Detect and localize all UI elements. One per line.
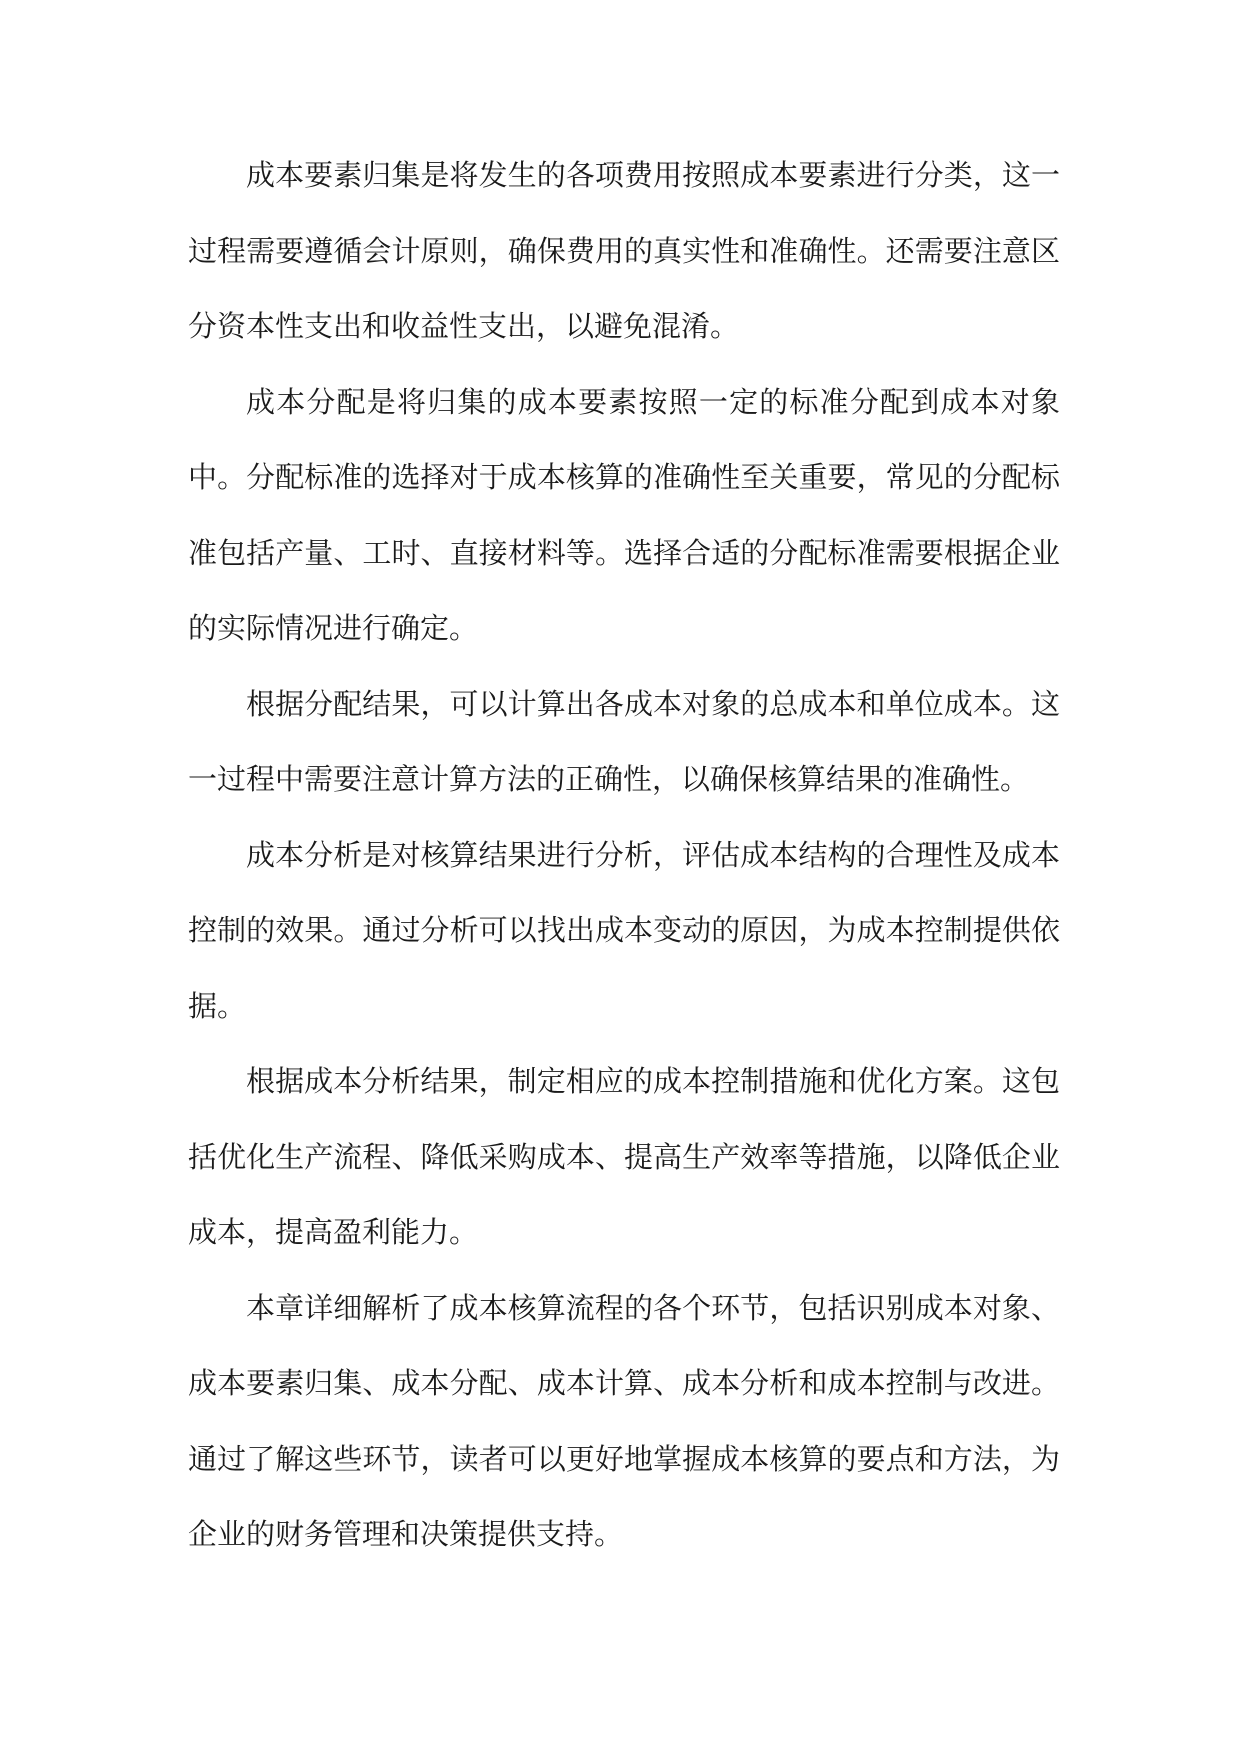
paragraph-cost-element-collection: 成本要素归集是将发生的各项费用按照成本要素进行分类，这一过程需要遵循会计原则，确保费用的真实性和准确性。还需要注意区分资本性支出和收益性支出，以避免混淆。 <box>188 158 1060 343</box>
paragraph-cost-control: 根据成本分析结果，制定相应的成本控制措施和优化方案。这包括优化生产流程、降低采购成本、提高生产效率等措施，以降低企业成本，提高盈利能力。 <box>188 1064 1060 1249</box>
paragraph-chapter-summary: 本章详细解析了成本核算流程的各个环节，包括识别成本对象、成本要素归集、成本分配、成本计算、成本分析和成本控制与改进。通过了解这些环节，读者可以更好地掌握成本核算的要点和方法，为企业的财务管理和决策提供支持。 <box>188 1290 1060 1551</box>
paragraph-cost-calculation: 根据分配结果，可以计算出各成本对象的总成本和单位成本。这一过程中需要注意计算方法的正确性，以确保核算结果的准确性。 <box>188 686 1060 796</box>
paragraph-cost-allocation: 成本分配是将归集的成本要素按照一定的标准分配到成本对象中。分配标准的选择对于成本核算的准确性至关重要，常见的分配标准包括产量、工时、直接材料等。选择合适的分配标准需要根据企业的实际情况进行确定。 <box>188 384 1060 645</box>
paragraph-cost-analysis: 成本分析是对核算结果进行分析，评估成本结构的合理性及成本控制的效果。通过分析可以找出成本变动的原因，为成本控制提供依据。 <box>188 837 1060 1023</box>
document-body <box>188 138 1060 1573</box>
